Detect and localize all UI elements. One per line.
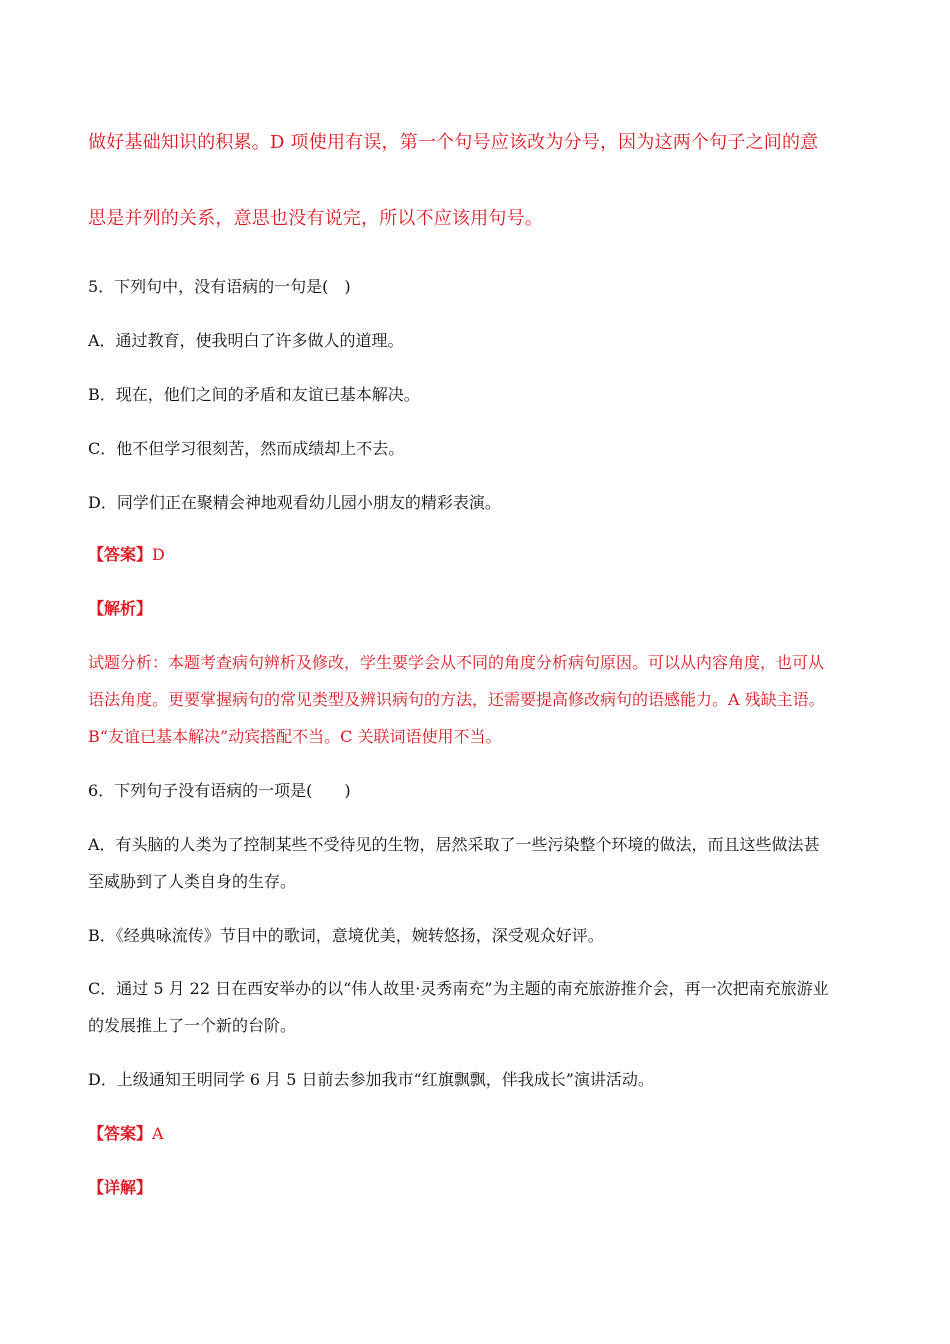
q5-analysis-label: 【解析】 — [88, 599, 153, 618]
q5-answer — [88, 545, 165, 565]
q6-answer — [88, 1124, 164, 1144]
q6-option-a-line-1: A．有头脑的人类为了控制某些不受待见的生物，居然采取了一些污染整个环境的做法，而且这些做法甚 — [88, 835, 820, 854]
q5-analysis-line-3: B“友谊已基本解决”动宾搭配不当。C 关联词语使用不当。 — [88, 727, 502, 746]
q5-option-d: D．同学们正在聚精会神地观看幼儿园小朋友的精彩表演。 — [88, 493, 501, 512]
answer-label: 【答案】 — [88, 545, 153, 564]
q6-option-a-line-2: 至威胁到了人类自身的生存。 — [88, 872, 297, 891]
q6-stem: 6．下列句子没有语病的一项是( ) — [88, 781, 351, 800]
q5-stem: 5．下列句中，没有语病的一句是( ) — [88, 277, 351, 296]
q6-option-d: D．上级通知王明同学 6 月 5 日前去参加我市“红旗飘飘，伴我成长”演讲活动。 — [88, 1070, 654, 1089]
q5-analysis-line-1: 试题分析：本题考查病句辨析及修改，学生要学会从不同的角度分析病句原因。可以从内容角度，也可从 — [88, 653, 825, 672]
q6-option-c-line-1: C．通过 5 月 22 日在西安举办的以“伟人故里·灵秀南充”为主题的南充旅游推介会，再一次把南充旅游业 — [88, 979, 829, 998]
q6-option-b: B．《经典咏流传》节目中的歌词，意境优美，婉转悠扬，深受观众好评。 — [88, 926, 604, 945]
answer-label: 【答案】 — [88, 1124, 153, 1143]
intro-line-1: 做好基础知识的积累。D 项使用有误，第一个句号应该改为分号，因为这两个句子之间的意 — [88, 132, 819, 153]
intro-line-2: 思是并列的关系，意思也没有说完，所以不应该用句号。 — [88, 208, 543, 229]
q5-option-b: B．现在，他们之间的矛盾和友谊已基本解决。 — [88, 385, 420, 404]
q5-option-a: A．通过教育，使我明白了许多做人的道理。 — [88, 331, 404, 350]
q6-detail-label: 【详解】 — [88, 1178, 153, 1197]
q5-option-c: C．他不但学习很刻苦，然而成绩却上不去。 — [88, 439, 405, 458]
answer-value: D — [152, 545, 165, 564]
answer-value: A — [152, 1124, 164, 1143]
q5-analysis-line-2: 语法角度。更要掌握病句的常见类型及辨识病句的方法，还需要提高修改病句的语感能力。A 残缺主语。 — [88, 690, 825, 709]
q6-option-c-line-2: 的发展推上了一个新的台阶。 — [88, 1016, 297, 1035]
